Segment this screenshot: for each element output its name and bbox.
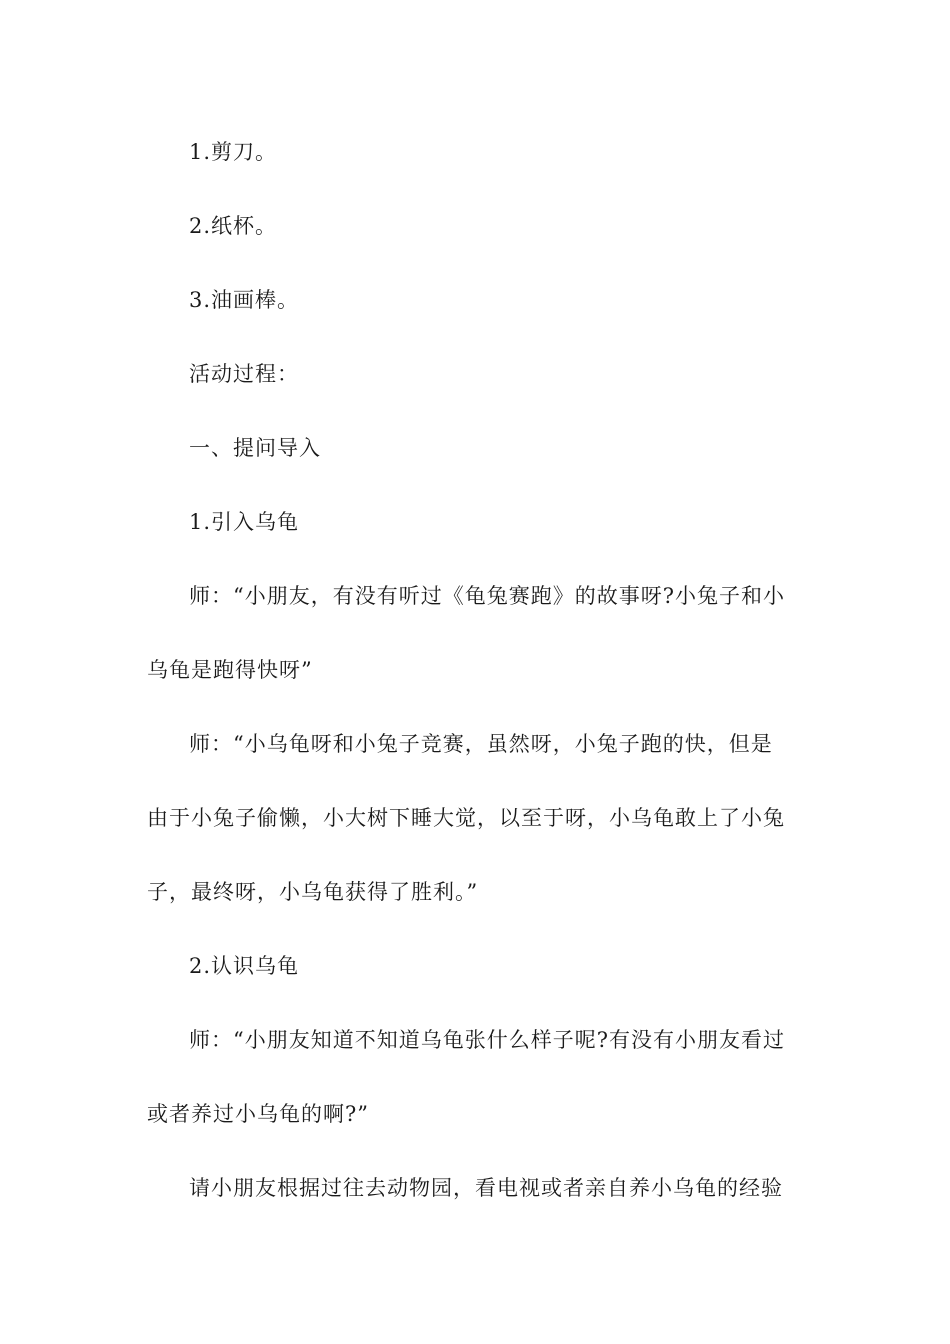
- paragraph-line: 请小朋友根据过往去动物园，看电视或者亲自养小乌龟的经验: [189, 1176, 783, 1200]
- paragraph-line: 师：“小朋友知道不知道乌龟张什么样子呢?有没有小朋友看过: [189, 1028, 785, 1052]
- paragraph-line: 或者养过小乌龟的啊?”: [147, 1102, 369, 1126]
- list-item-scissors: 1.剪刀。: [189, 140, 278, 164]
- list-item-oil-pastel: 3.油画棒。: [189, 288, 300, 312]
- paragraph-line: 子，最终呀，小乌龟获得了胜利。”: [147, 880, 479, 904]
- step-heading-know-turtle: 2.认识乌龟: [189, 954, 300, 978]
- subsection-heading-question-intro: 一、提问导入: [189, 436, 321, 460]
- paragraph-line: 乌龟是跑得快呀”: [147, 658, 313, 682]
- paragraph-line: 师：“小朋友，有没有听过《龟兔赛跑》的故事呀?小兔子和小: [189, 584, 785, 608]
- section-heading-activity-process: 活动过程：: [189, 362, 299, 386]
- list-item-paper-cup: 2.纸杯。: [189, 214, 278, 238]
- paragraph-line: 由于小兔子偷懒，小大树下睡大觉，以至于呀，小乌龟敢上了小兔: [147, 806, 785, 830]
- step-heading-introduce-turtle: 1.引入乌龟: [189, 510, 300, 534]
- paragraph-line: 师：“小乌龟呀和小兔子竞赛，虽然呀，小兔子跑的快，但是: [189, 732, 773, 756]
